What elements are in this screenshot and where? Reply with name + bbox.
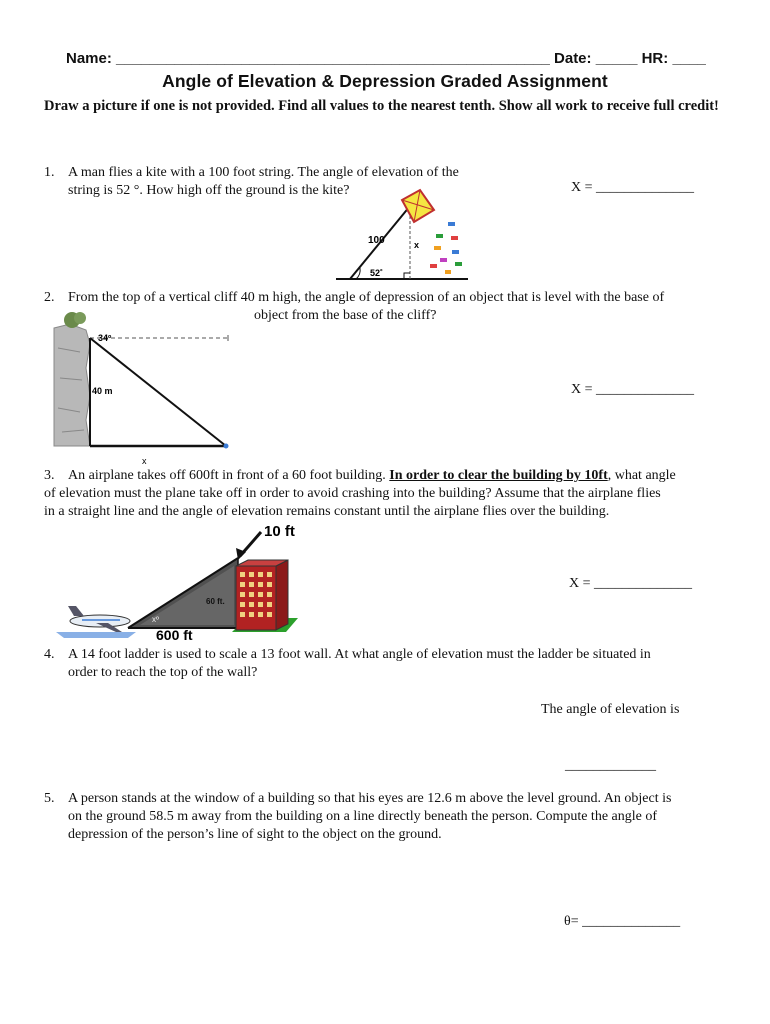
answer-blank-1[interactable]: X = ______________: [571, 180, 695, 195]
question-text-line: A person stands at the window of a building so that his eyes are 12.6 m above the level ground. An object is: [68, 791, 672, 806]
hypotenuse-label: 100: [368, 235, 385, 246]
question-number: 3.: [44, 468, 55, 483]
question-text-line: , what angle: [607, 468, 676, 483]
height-label: 60 ft.: [206, 597, 225, 606]
airplane-icon: [68, 606, 130, 632]
instructions: Draw a picture if one is not provided. Find all values to the nearest tenth. Show all work to receive full credit!: [44, 98, 719, 114]
answer-blank-2[interactable]: X = ______________: [571, 382, 695, 397]
name-label: Name:: [66, 50, 112, 67]
question-text-line: A 14 foot ladder is used to scale a 13 foot wall. At what angle of elevation must the ladder be situated in: [68, 647, 651, 662]
question-text-line: depression of the person’s line of sight to the object on the ground.: [68, 827, 442, 842]
angle-label: 52˚: [370, 268, 384, 278]
answer-blank-5[interactable]: θ= ______________: [564, 914, 681, 929]
question-number: 1.: [44, 165, 55, 180]
question-text-line: A man flies a kite with a 100 foot string. The angle of elevation of the: [68, 165, 459, 180]
question-text-line: From the top of a vertical cliff 40 m high, the angle of depression of an object that is level with the base of: [68, 290, 665, 305]
question-number: 4.: [44, 647, 55, 662]
airplane-figure: [56, 520, 306, 644]
question-number: 5.: [44, 791, 55, 806]
base-label: x: [142, 456, 147, 466]
question-5: [44, 790, 734, 844]
page-title: Angle of Elevation & Depression Graded Assignment: [162, 71, 608, 91]
answer-blank-3[interactable]: X = ______________: [569, 576, 693, 591]
question-4: [44, 646, 734, 682]
object-icon: [224, 444, 229, 449]
question-text-line: on the ground 58.5 m away from the building on a line directly beneath the person. Compute the angle of: [68, 809, 658, 824]
question-text-line: of elevation must the plane take off in order to avoid crashing into the building? Assume that the airplane flies: [44, 486, 661, 501]
angle-label: xº: [152, 615, 159, 624]
question-number: 2.: [44, 290, 55, 305]
kite-tail-icon: [430, 222, 462, 274]
angle-label: 34º: [98, 333, 112, 343]
height-label: x: [414, 240, 420, 250]
cliff-figure: [50, 308, 250, 468]
question-text-line: in a straight line and the angle of elevation remains constant until the airplane flies over the building.: [44, 504, 610, 519]
kite-icon: [402, 190, 434, 222]
date-blank[interactable]: _____: [595, 50, 638, 67]
kite-figure: [330, 188, 475, 283]
question-text-line: order to reach the top of the wall?: [68, 665, 258, 680]
distance-label: 600 ft: [156, 627, 193, 643]
emphasized-text: In order to clear the building by 10ft: [389, 468, 608, 483]
question-text-line: An airplane takes off 600ft in front of a 60 foot building.: [68, 468, 390, 483]
answer-blank-4[interactable]: _____________: [565, 758, 656, 773]
name-blank[interactable]: ____________________________________________________: [116, 50, 550, 67]
question-text-line: string is 52 °. How high off the ground is the kite?: [68, 183, 350, 198]
cliff-icon: [54, 324, 90, 446]
clearance-label: 10 ft: [264, 523, 295, 540]
student-info-header: [66, 50, 706, 67]
hr-label: HR:: [641, 50, 669, 67]
answer-label-4: The angle of elevation is: [541, 702, 680, 717]
question-3: [44, 467, 744, 521]
question-2: [44, 289, 734, 307]
question-text-line: object from the base of the cliff?: [254, 308, 437, 323]
date-label: Date:: [554, 50, 592, 67]
building-icon: [232, 560, 298, 632]
height-label: 40 m: [92, 386, 113, 396]
hr-blank[interactable]: ____: [672, 50, 706, 67]
